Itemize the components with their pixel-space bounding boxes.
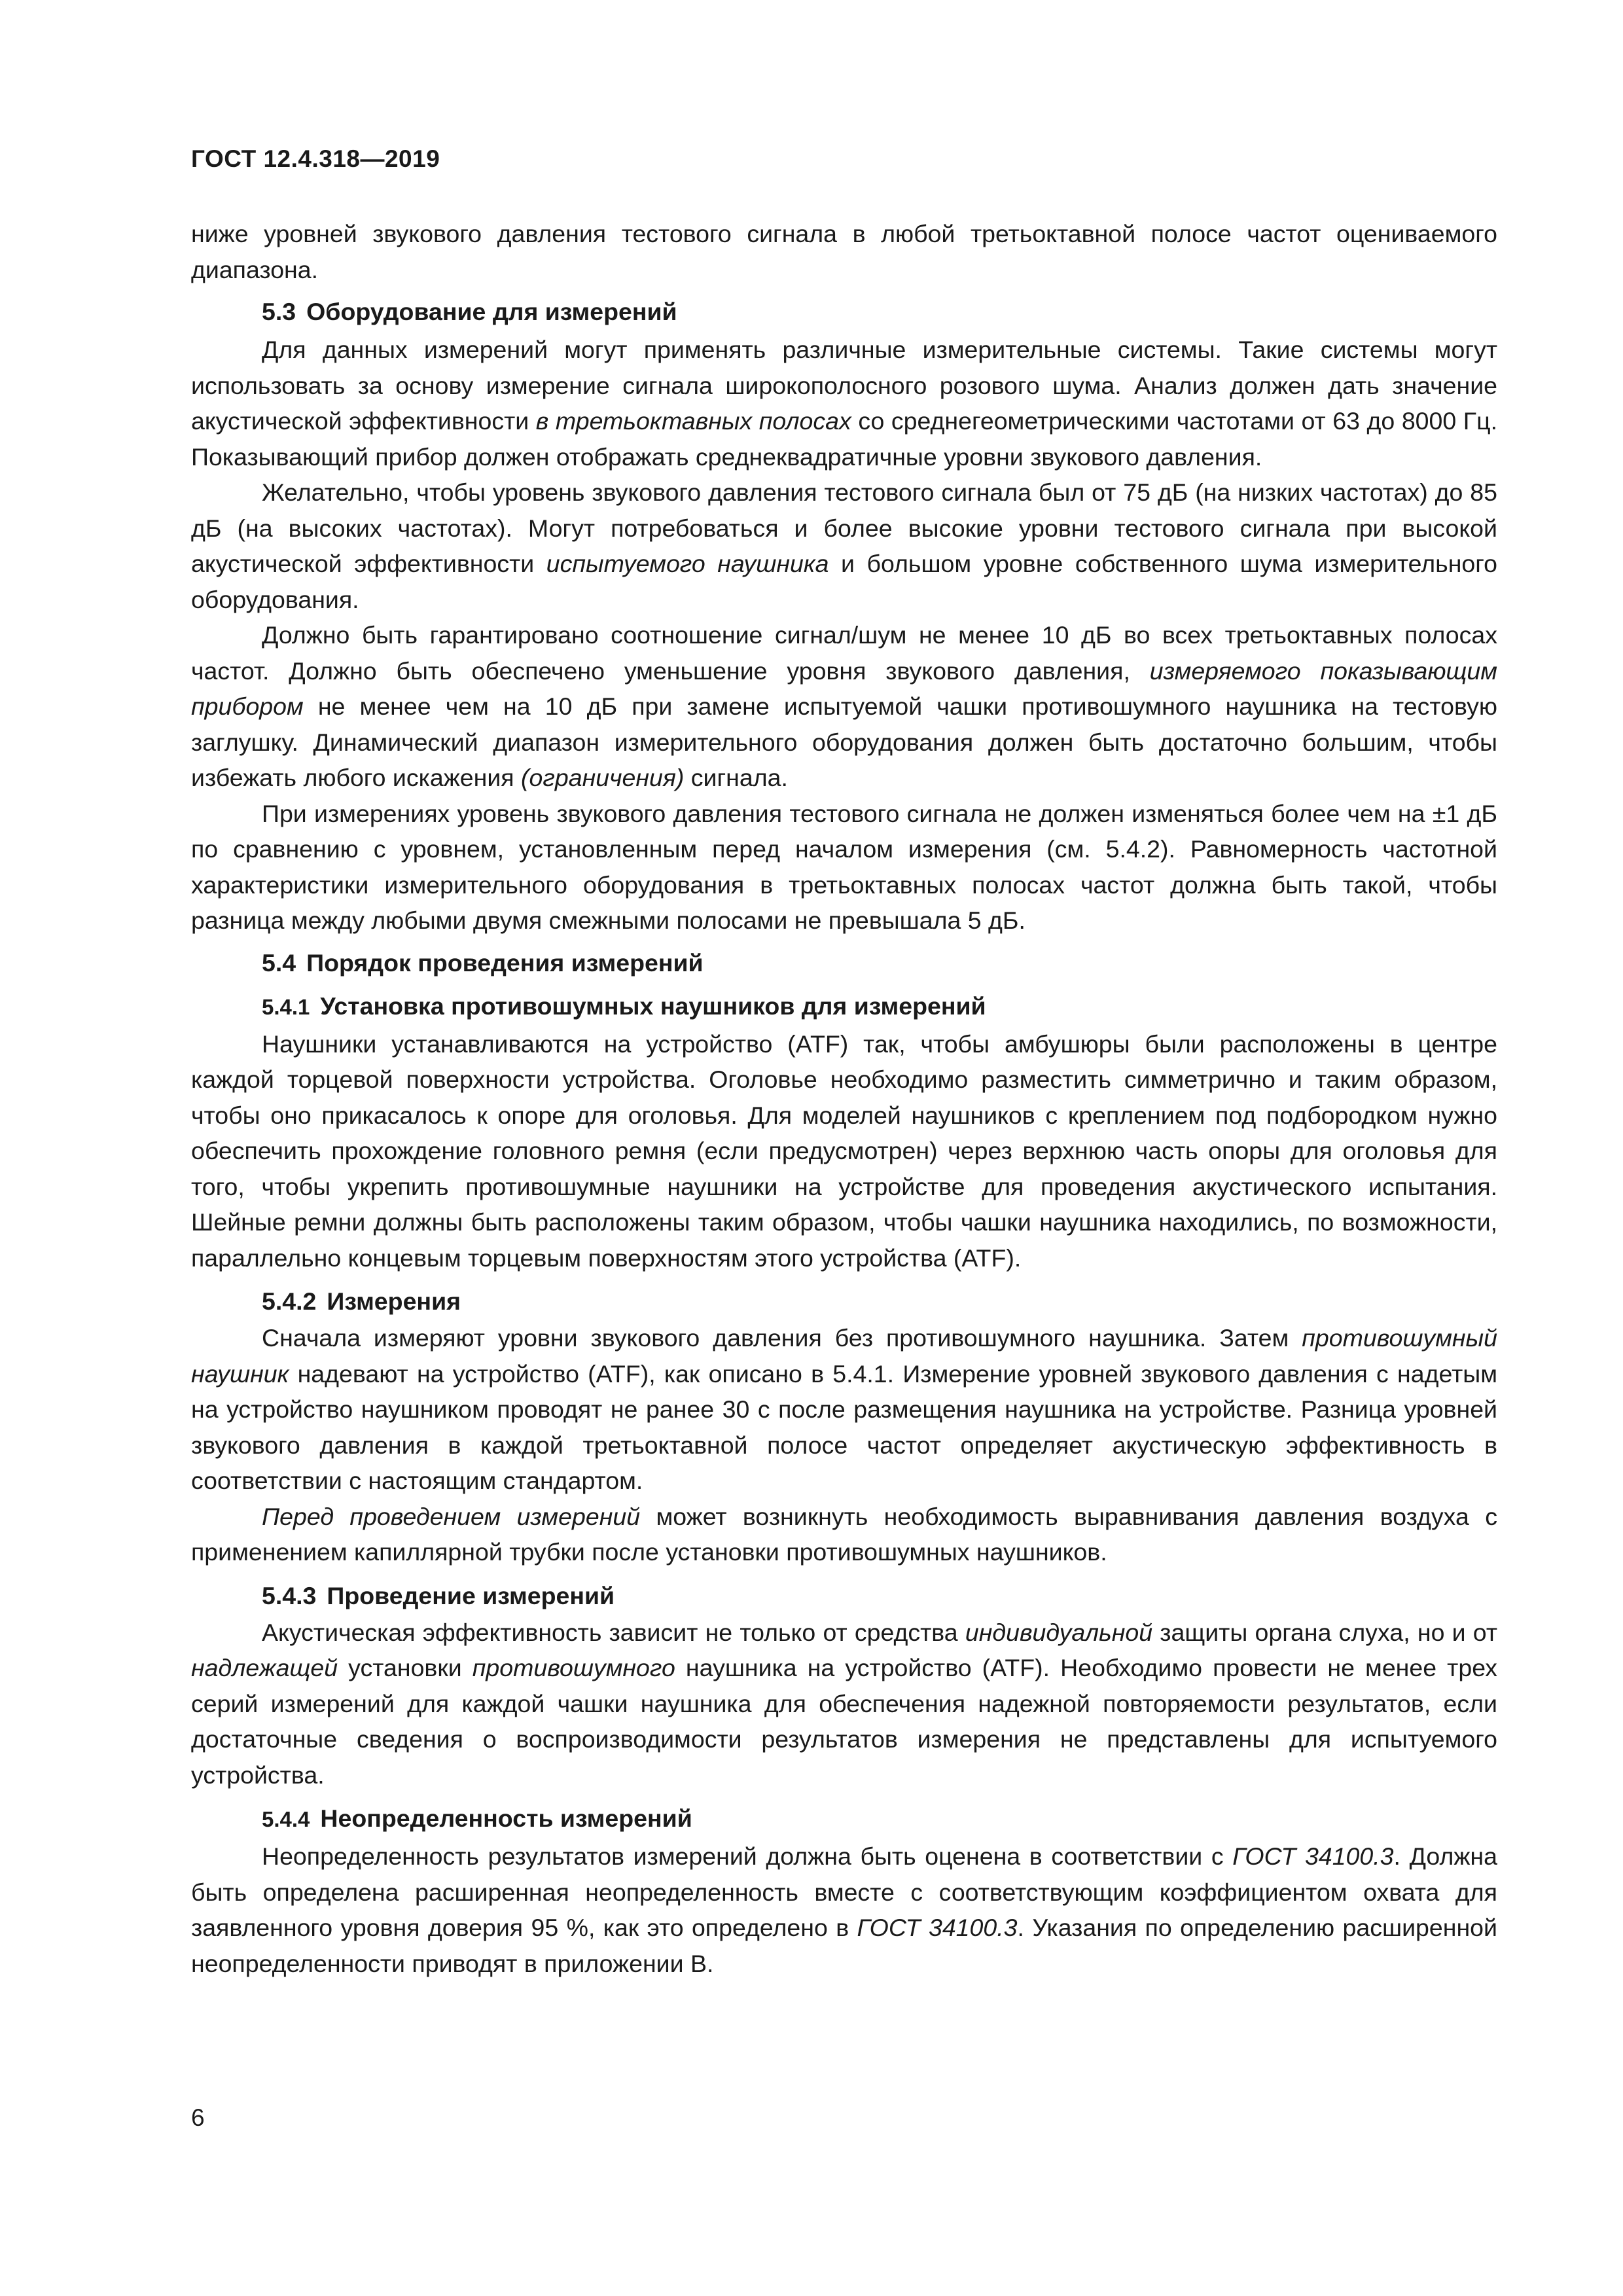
subsection-title: Установка противошумных наушников для измерений [320,992,986,1020]
section-heading-5-3 [191,294,1497,329]
text-run: и большом уровне собственного шума измерительного оборудования. [191,550,1497,613]
italic-term: противошумного [472,1654,675,1681]
section-title: Оборудование для измерений [306,298,677,325]
paragraph [191,475,1497,617]
subsection-number: 5.4.3 [262,1581,317,1609]
text-run: надевают на устройство (ATF), как описано в 5.4.1. Измерение уровней звукового давления с надетым на устройство наушником проводят не ранее 30 с после размещения наушника на устройстве. Разница уровней звукового давления в каждой третьоктавной полосе частот определяет акустическую эффективность в соответствии с настоящим стандартом. [191,1359,1497,1494]
text-run: со среднегеометрическими частотами от 63 до 8000 Гц. Показывающий прибор должен отображать среднеквадратичные уровни звукового давления. [191,407,1497,471]
text-run: Желательно, чтобы уровень звукового давления тестового сигнала был от 75 дБ (на низких частотах) до 85 дБ (на высоких частотах). Могут потребоваться и более высокие уровни тестового сигнала при высокой акустической эффективности [191,478,1497,577]
text-run: . Указания по определению расширенной неопределенности приводят в приложении В. [191,1914,1497,1977]
text-run: установки [338,1654,473,1681]
paragraph [191,1839,1497,1981]
subsection-number: 5.4.2 [262,1287,317,1315]
italic-term: противошумный наушник [191,1324,1497,1388]
paragraph [191,1320,1497,1499]
standard-reference: ГОСТ 34100.3 [1232,1842,1394,1870]
subsection-heading-5-4-4 [191,1801,1497,1837]
text-run: наушника на устройство (ATF). Необходимо провести не менее трех серий измерений для каждой чашки наушника для обеспечения надежной повторяемости результатов, если достаточные сведения о воспроизводимости результатов измерения не представлены для испытуемого устройства. [191,1654,1497,1789]
text-run: защиты органа слуха, но и от [1152,1618,1497,1646]
text-run: Для данных измерений могут применять различные измерительные системы. Такие системы могут использовать за основу измерение сигнала широкополосного розового шума. Анализ должен дать значение акустической эффективности [191,336,1497,435]
section-number: 5.3 [262,298,296,325]
subsection-number: 5.4.1 [262,994,310,1019]
subsection-title: Неопределенность измерений [320,1804,692,1832]
text-run: сигнала. [684,764,788,791]
paragraph-continuation: ниже уровней звукового давления тестового сигнала в любой третьоктавной полосе частот оцениваемого диапазона. [191,220,1497,283]
italic-term: надлежащей [191,1654,338,1681]
text-run: не менее чем на 10 дБ при замене испытуемой чашки противошумного наушника на тестовую заглушку. Динамический диапазон измерительного оборудования должен быть достаточно большим, чтобы избежать любого искажения [191,692,1497,791]
paragraph [191,1499,1497,1570]
text-run: может возникнуть необходимость выравнивания давления воздуха с применением капиллярной трубки после установки противошумных наушников. [191,1502,1497,1566]
italic-term: измеряемого показывающим прибором [191,656,1498,720]
paragraph [191,1615,1497,1793]
paragraph [191,617,1497,796]
subsection-title: Измерения [327,1287,461,1315]
paragraph: Наушники устанавливаются на устройство (ATF) так, чтобы амбушюры были расположены в центре каждой торцевой поверхности устройства. Оголовье необходимо разместить симметрично и таким образом, чтобы оно прикасалось к опоре для оголовья. Для моделей наушников с креплением под подбородком нужно обеспечить прохождение головного ремня (если предусмотрен) через верхнюю часть опоры для оголовья для того, чтобы укрепить противошумные наушники на устройстве для проведения акустического испытания. Шейные ремни должны быть расположены таким образом, чтобы чашки наушника находились, по возможности, параллельно концевым торцевым поверхностям этого устройства (ATF). [191,1030,1497,1272]
standard-header: ГОСТ 12.4.318—2019 [191,145,440,172]
italic-term: (ограничения) [521,764,685,791]
italic-term: индивидуальной [965,1618,1153,1646]
subsection-number: 5.4.4 [262,1807,310,1831]
text-run: Сначала измеряют уровни звукового давления без противошумного наушника. Затем [262,1324,1302,1352]
italic-term: Перед проведением измерений [262,1502,641,1530]
subsection-heading-5-4-2 [191,1283,1497,1319]
standard-reference: ГОСТ 34100.3 [857,1914,1018,1941]
text-run: Акустическая эффективность зависит не только от средства [262,1618,965,1646]
text-run: Неопределенность результатов измерений должна быть оценена в соответствии с [262,1842,1233,1870]
subsection-heading-5-4-3 [191,1578,1497,1613]
italic-term: в третьоктавных полосах [535,407,851,435]
text-run: Должно быть гарантировано соотношение сигнал/шум не менее 10 дБ во всех третьоктавных полосах частот. Должно быть обеспечено уменьшение уровня звукового давления, [191,621,1497,685]
page-number: 6 [191,2104,205,2131]
italic-term: испытуемого наушника [546,550,829,577]
subsection-title: Проведение измерений [327,1581,615,1609]
text-run: . Должна быть определена расширенная неопределенность вместе с соответствующим коэффициентом охвата для заявленного уровня доверия 95 %, как это определено в [191,1842,1497,1941]
section-heading-5-4 [191,945,1497,980]
section-title: Порядок проведения измерений [306,948,704,977]
subsection-heading-5-4-1 [191,988,1497,1025]
document-body [191,216,1497,1981]
paragraph [191,332,1497,475]
section-number: 5.4 [262,948,296,977]
paragraph: При измерениях уровень звукового давления тестового сигнала не должен изменяться более чем на ±1 дБ по сравнению с уровнем, установленным перед началом измерения (см. 5.4.2). Равномерность частотной характеристики измерительного оборудования в третьоктавных полосах частот должна быть такой, чтобы разница между любыми двумя смежными полосами не превышала 5 дБ. [191,799,1497,934]
